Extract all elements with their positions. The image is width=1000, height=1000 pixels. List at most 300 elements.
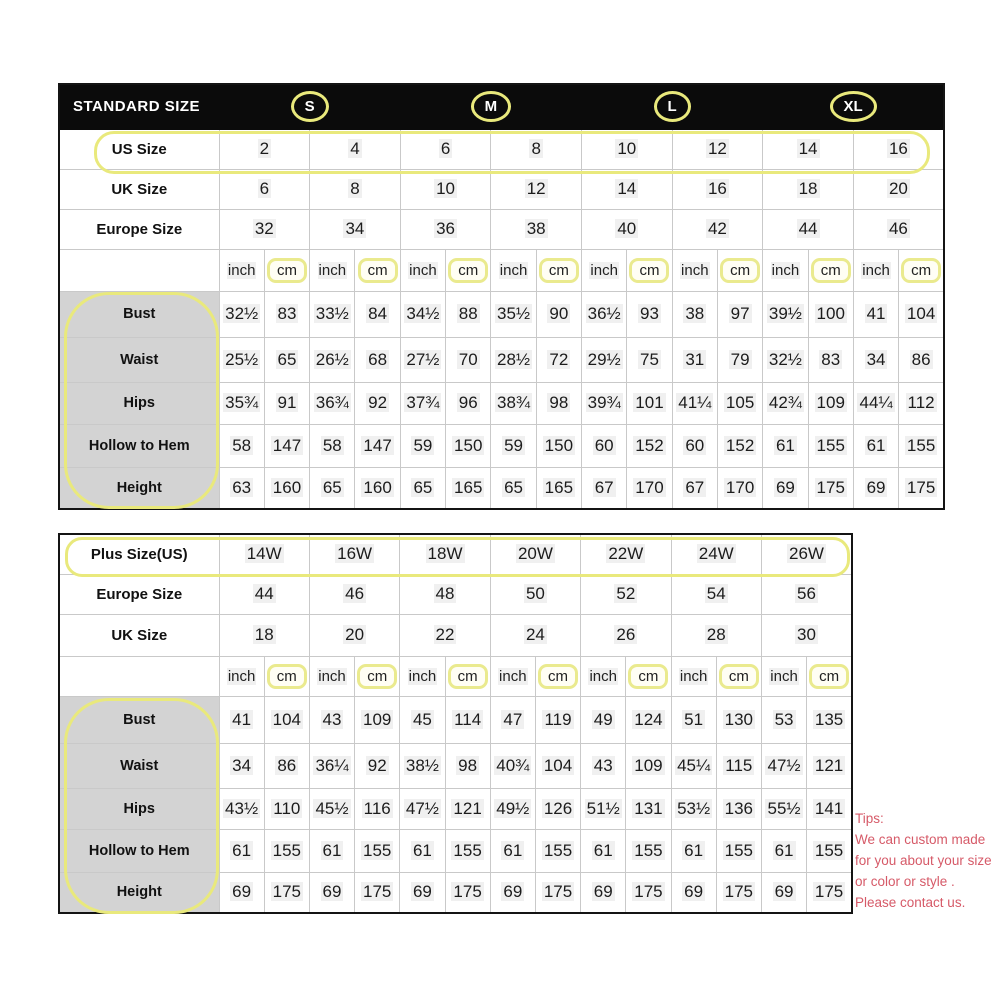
cm-unit-cell [627,249,672,291]
measurement-value: 55½ [767,798,801,818]
size-value: 20W [517,544,553,564]
size-value: 6 [440,139,451,158]
measurement-value-cell [671,829,716,872]
size-value: 18W [427,544,463,564]
measurement-value-cell [581,829,626,872]
measurement-value: 175 [453,882,482,902]
size-row [59,169,944,209]
measurement-value-cell [899,382,944,424]
size-value: 16 [707,179,727,198]
tips-note [855,808,1000,913]
inch-unit-label: inch [589,667,617,685]
measurement-value: 67 [594,477,614,497]
size-value-cell [219,614,309,656]
measurement-value-cell [899,467,944,509]
measurement-value-cell [717,382,762,424]
measurement-value-cell [717,467,762,509]
unit-row-empty-label [59,656,219,696]
measurement-value: 175 [272,882,301,902]
cm-highlight-box [628,664,668,689]
size-value-cell [490,534,580,574]
measurement-value-cell [264,788,309,829]
cm-highlight-box [629,258,669,283]
cm-highlight-box [448,664,488,689]
measurement-value: 41 [232,709,252,729]
size-value-cell [671,614,761,656]
measurement-value-cell [763,382,808,424]
measurement-value-cell [355,696,400,743]
measurement-value-cell [807,829,852,872]
cm-unit-label: cm [639,261,660,279]
measurement-value-cell [627,382,672,424]
size-value: 2 [259,139,270,158]
size-highlight-circle-l: L [654,91,691,122]
inch-unit-cell [219,656,264,696]
measurement-value-cell [716,696,761,743]
measurement-value: 65 [504,477,523,497]
measurement-row [59,424,944,467]
measurement-value: 61 [774,840,794,860]
measurement-value: 61 [684,840,704,860]
measurement-value-cell [853,424,898,467]
measurement-value: 69 [503,882,523,902]
cm-unit-label: cm [367,667,388,685]
measurement-value: 88 [458,304,478,323]
measurement-value: 69 [775,477,795,497]
inch-unit-label: inch [499,667,527,685]
measurement-value: 35¾ [225,393,259,412]
size-value: 14 [798,139,818,158]
size-value-cell [491,129,582,169]
table-header-row [59,84,944,129]
size-value: 28 [706,625,726,644]
cm-unit-label: cm [276,667,297,685]
measurement-value: 109 [363,709,392,729]
measurement-value-cell [807,743,852,788]
size-value-cell [400,574,490,614]
inch-unit-cell [672,249,717,291]
cm-unit-label: cm [911,261,932,279]
measurement-value: 105 [725,393,755,412]
measurement-value-cell [581,788,626,829]
measurement-value-cell [671,788,716,829]
measurement-value: 114 [454,709,482,729]
measurement-value-cell [853,337,898,382]
size-value: 24W [698,544,734,564]
cm-highlight-box [811,258,851,283]
measurement-value-cell [626,743,671,788]
unit-row-empty-label [59,249,219,291]
cm-unit-cell [446,249,491,291]
measurement-value-cell [716,743,761,788]
measurement-value: 175 [724,882,754,902]
measurement-value-cell [807,788,852,829]
measurement-value: 25½ [225,349,259,369]
cm-highlight-box [267,258,307,283]
cm-highlight-box [448,258,488,283]
size-value-cell [763,209,854,249]
measurement-value-cell [446,382,491,424]
measurement-value: 84 [368,304,388,323]
measurement-value-cell [581,872,626,913]
measurement-value-cell [853,291,898,337]
inch-unit-cell [490,656,535,696]
inch-unit-label: inch [318,667,346,685]
measurement-value-cell [582,337,627,382]
measurement-value-cell [219,424,264,467]
size-value-cell [672,129,763,169]
inch-unit-label: inch [681,261,709,279]
measurement-value-cell [899,337,944,382]
measurement-value: 61 [503,840,523,860]
measurement-value-cell [627,291,672,337]
size-value-cell [310,209,401,249]
measurement-value-cell [536,382,581,424]
measurement-value-cell [535,788,580,829]
measurement-value: 109 [634,755,663,775]
measurement-value-cell [535,829,580,872]
cm-highlight-box [901,258,941,283]
measurement-row-label: Waist [59,743,219,788]
cm-highlight-box [358,258,398,283]
size-value-cell [581,534,671,574]
measurement-value: 40¾ [496,755,530,775]
measurement-value: 34½ [406,304,440,323]
inch-unit-cell [400,656,445,696]
measurement-value: 104 [272,709,301,729]
measurement-value: 60 [594,435,614,455]
measurement-value: 92 [368,393,388,412]
measurement-value-cell [582,382,627,424]
measurement-value: 109 [816,393,845,412]
cm-unit-cell [535,656,580,696]
measurement-value: 36¾ [315,393,349,412]
measurement-value-cell [491,467,536,509]
measurement-row-label: Hips [59,382,219,424]
measurement-value: 36½ [587,304,621,323]
measurement-value-cell [400,743,445,788]
size-value-cell [491,209,582,249]
size-value-cell [672,169,763,209]
measurement-value: 160 [272,477,302,497]
size-value-cell [400,614,490,656]
inch-unit-cell [309,656,354,696]
measurement-value: 53½ [677,798,711,818]
measurement-row [59,337,944,382]
measurement-value: 131 [634,798,663,818]
measurement-value: 69 [774,882,794,902]
cm-unit-cell [717,249,762,291]
measurement-value: 47½ [405,798,439,818]
measurement-row-label: Hollow to Hem [59,829,219,872]
measurement-value-cell [309,829,354,872]
unit-row [59,656,852,696]
measurement-value-cell [535,872,580,913]
size-value-cell [490,614,580,656]
measurement-value-cell [445,872,490,913]
measurement-value: 27½ [406,349,440,369]
size-value: 8 [350,179,360,198]
measurement-value: 141 [814,798,844,818]
measurement-value: 155 [906,435,936,455]
measurement-value-cell [672,382,717,424]
measurement-value-cell [445,696,490,743]
measurement-value: 147 [272,435,302,455]
inch-unit-label: inch [318,261,347,279]
measurement-value: 36¼ [315,755,349,775]
measurement-row [59,291,944,337]
measurement-value: 58 [232,435,252,455]
measurement-value: 86 [911,349,931,369]
measurement-value: 35½ [496,304,531,323]
cm-highlight-box [719,664,759,689]
measurement-value-cell [808,424,853,467]
size-value-cell [582,129,673,169]
measurement-value: 136 [724,798,754,818]
size-value: 22 [435,625,455,644]
measurement-value: 104 [543,755,573,775]
measurement-value-cell [672,337,717,382]
size-value-cell [582,169,673,209]
inch-unit-cell [310,249,355,291]
measurement-value-cell [264,291,309,337]
cm-unit-cell [264,656,309,696]
measurement-value: 175 [543,882,573,902]
size-value-cell [219,574,309,614]
cm-unit-label: cm [367,261,388,279]
measurement-value: 70 [458,349,478,369]
measurement-value-cell [446,337,491,382]
size-value: 34 [345,219,365,238]
inch-unit-label: inch [590,261,618,279]
measurement-value: 26½ [315,349,349,369]
measurement-value: 152 [725,435,755,455]
inch-unit-cell [582,249,627,291]
measurement-value-cell [400,467,445,509]
size-value-cell [400,169,491,209]
measurement-value: 45½ [315,798,349,818]
size-value-cell [761,534,852,574]
tips-line-3: or color or style . [855,874,955,889]
measurement-value: 41 [866,304,886,323]
measurement-value: 69 [684,882,704,902]
measurement-value-cell [446,467,491,509]
size-value-cell [581,614,671,656]
measurement-value: 59 [504,435,523,455]
measurement-value-cell [400,829,445,872]
size-value: 44 [254,584,274,603]
measurement-value-cell [264,829,309,872]
measurement-row [59,788,852,829]
measurement-value: 126 [543,798,573,818]
size-value-cell [761,574,852,614]
standard-size-table [58,83,945,510]
cm-highlight-box [267,664,307,689]
size-row [59,574,852,614]
size-value: 36 [436,219,456,238]
measurement-value-cell [490,872,535,913]
measurement-value: 31 [685,349,705,369]
measurement-value-cell [761,872,806,913]
measurement-value-cell [264,872,309,913]
measurement-value: 96 [458,393,478,412]
measurement-value: 155 [634,840,663,860]
size-value-cell [761,614,852,656]
measurement-value: 100 [816,304,845,323]
measurement-value-cell [400,337,445,382]
measurement-value-cell [310,467,355,509]
cm-unit-cell [807,656,852,696]
inch-unit-label: inch [499,261,528,279]
measurement-value: 160 [363,477,392,497]
measurement-row [59,467,944,509]
measurement-value: 37¾ [406,393,440,412]
size-value: 48 [435,584,455,603]
measurement-value-cell [716,872,761,913]
measurement-value-cell [808,467,853,509]
unit-row [59,249,944,291]
cm-highlight-box [357,664,397,689]
size-value: 12 [707,139,727,158]
measurement-value: 47 [503,709,523,729]
measurement-row-label: Hollow to Hem [59,424,219,467]
measurement-value: 124 [634,709,663,729]
measurement-value-cell [355,829,400,872]
cm-unit-cell [626,656,671,696]
size-row [59,534,852,574]
measurement-value: 45 [412,709,432,729]
inch-unit-label: inch [409,261,437,279]
size-value-cell [309,614,399,656]
measurement-value-cell [310,382,355,424]
measurement-value-cell [491,291,536,337]
measurement-value-cell [671,743,716,788]
measurement-value-cell [536,424,581,467]
measurement-value-cell [219,467,264,509]
cm-unit-label: cm [638,667,659,685]
size-value-cell [582,209,673,249]
measurement-row-label: Bust [59,291,219,337]
measurement-value-cell [219,743,264,788]
size-value: 40 [617,219,637,238]
measurement-value-cell [535,743,580,788]
size-value-cell [490,574,580,614]
measurement-value: 39½ [768,304,802,323]
size-value: 42 [707,219,727,238]
cm-unit-label: cm [457,667,478,685]
table-title: STANDARD SIZE [59,84,219,129]
measurement-value-cell [400,424,445,467]
measurement-row-label: Height [59,872,219,913]
measurement-value-cell [445,788,490,829]
inch-unit-label: inch [771,261,800,279]
size-value: 8 [531,139,541,158]
measurement-value: 61 [775,435,795,455]
measurement-value-cell [310,337,355,382]
measurement-value: 175 [814,882,844,902]
measurement-value: 43 [322,709,342,729]
measurement-value-cell [264,467,309,509]
measurement-value-cell [763,337,808,382]
size-value: 18 [798,179,818,198]
measurement-value-cell [761,696,806,743]
size-value: 30 [797,625,816,644]
measurement-value-cell [491,424,536,467]
size-value-cell [671,534,761,574]
measurement-value: 33½ [315,304,349,323]
measurement-value-cell [626,872,671,913]
standard-size-table-section [58,83,945,510]
measurement-value: 175 [634,882,663,902]
measurement-value: 150 [544,435,574,455]
size-value-cell [853,129,944,169]
measurement-value-cell [581,696,626,743]
size-row-label: Europe Size [59,209,219,249]
measurement-value-cell [219,291,264,337]
size-value: 14 [617,179,637,198]
measurement-value-cell [761,829,806,872]
size-value: 12 [526,179,546,198]
measurement-value: 61 [412,840,432,860]
measurement-value-cell [627,424,672,467]
measurement-value: 44¼ [859,393,893,412]
measurement-value: 135 [814,709,844,729]
size-value-cell [400,129,491,169]
measurement-value: 155 [543,840,573,860]
size-value-cell [219,209,310,249]
measurement-value: 61 [866,435,886,455]
cm-unit-label: cm [819,667,840,685]
size-value-cell [491,169,582,209]
measurement-value: 97 [730,304,750,323]
inch-unit-label: inch [227,667,256,685]
measurement-value-cell [490,829,535,872]
size-value: 38 [526,219,546,238]
measurement-value-cell [671,696,716,743]
measurement-value-cell [626,829,671,872]
measurement-value: 155 [453,840,482,860]
measurement-value: 60 [685,435,705,455]
measurement-value-cell [808,337,853,382]
measurement-value: 93 [640,304,659,323]
measurement-value: 29½ [587,349,621,369]
size-group-header [400,84,581,129]
measurement-value: 165 [454,477,483,497]
tips-title: Tips: [855,811,884,826]
measurement-value-cell [627,337,672,382]
measurement-value: 32½ [768,349,802,369]
measurement-value-cell [219,872,264,913]
measurement-row-label: Hips [59,788,219,829]
measurement-value-cell [309,788,354,829]
measurement-value: 155 [724,840,754,860]
size-value-cell [310,129,401,169]
measurement-value: 69 [322,882,342,902]
size-value: 32 [254,219,274,238]
measurement-value: 165 [544,477,574,497]
measurement-value: 175 [363,882,392,902]
size-value-cell [219,129,310,169]
measurement-value: 130 [724,709,754,729]
measurement-value: 155 [363,840,392,860]
size-value: 54 [706,584,726,603]
measurement-value-cell [582,424,627,467]
size-value: 16 [888,139,908,158]
measurement-value-cell [355,743,400,788]
inch-unit-cell [763,249,808,291]
size-value: 50 [525,584,545,603]
measurement-value: 69 [593,882,613,902]
